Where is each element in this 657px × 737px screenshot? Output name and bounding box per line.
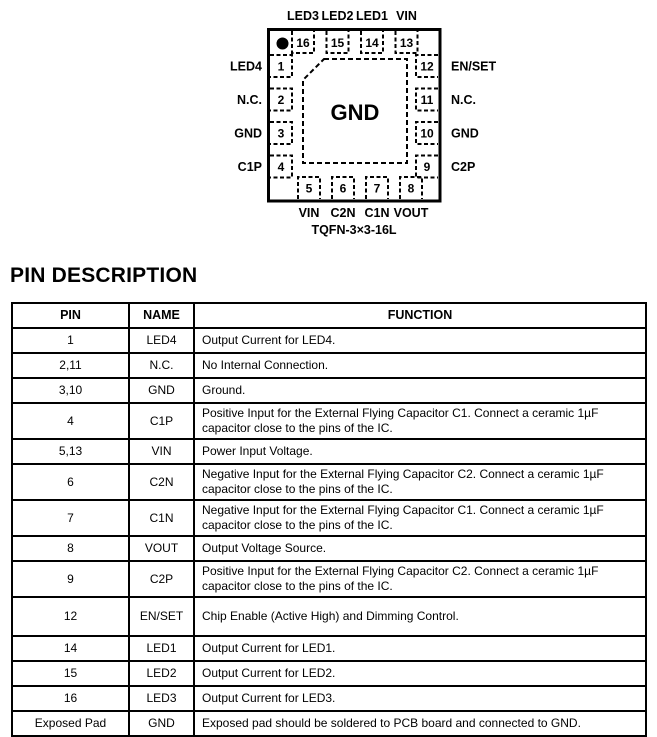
function-cell: Output Current for LED2.	[194, 661, 646, 686]
pin-cell: 14	[12, 636, 129, 661]
function-cell: Chip Enable (Active High) and Dimming Control.	[194, 597, 646, 636]
pin-cell: 6	[12, 464, 129, 500]
pin-number-15: 15	[330, 36, 345, 50]
header-pin: PIN	[12, 303, 129, 328]
name-cell: EN/SET	[129, 597, 194, 636]
pin-label-gnd-right: GND	[451, 126, 479, 141]
name-cell: N.C.	[129, 353, 194, 378]
pin-cell: 12	[12, 597, 129, 636]
pin-cell: 7	[12, 500, 129, 536]
pin-label-enset: EN/SET	[451, 59, 497, 74]
table-row	[12, 661, 646, 686]
pin-cell: 8	[12, 536, 129, 561]
pin-cell: 15	[12, 661, 129, 686]
pin-number-6: 6	[339, 181, 347, 196]
pin-label-c2n: C2N	[330, 206, 356, 220]
pin-number-1: 1	[277, 59, 285, 74]
pin-description-table	[11, 302, 647, 737]
pin-number-7: 7	[373, 181, 381, 196]
function-cell: Output Current for LED4.	[194, 328, 646, 353]
function-cell: Exposed pad should be soldered to PCB board and connected to GND.	[194, 711, 646, 736]
pin-label-gnd-left: GND	[234, 126, 262, 141]
pin-number-8: 8	[407, 181, 415, 196]
table-row	[12, 536, 646, 561]
pin-label-nc-left: N.C.	[237, 93, 262, 107]
pin-number-16: 16	[296, 36, 310, 50]
table-row	[12, 597, 646, 636]
function-cell: No Internal Connection.	[194, 353, 646, 378]
section-title: PIN DESCRIPTION	[10, 264, 198, 287]
table-row	[12, 561, 646, 597]
pin-number-4: 4	[277, 160, 285, 174]
pin1-indicator-dot	[277, 38, 289, 50]
function-cell: Positive Input for the External Flying Capacitor C2. Connect a ceramic 1µF capacitor close to the pins of the IC.	[194, 561, 646, 597]
table-row	[12, 500, 646, 536]
pin-cell: 4	[12, 403, 129, 439]
pin-cell: 16	[12, 686, 129, 711]
table-header-row	[12, 303, 646, 328]
pin-cell: 2,11	[12, 353, 129, 378]
function-cell: Output Current for LED3.	[194, 686, 646, 711]
pin-label-led1: LED1	[356, 9, 388, 23]
pin-label-led3: LED3	[287, 9, 319, 23]
name-cell: GND	[129, 378, 194, 403]
pin-label-vin-bottom: VIN	[298, 206, 320, 220]
table-row	[12, 328, 646, 353]
name-cell: VOUT	[129, 536, 194, 561]
pin-label-led2: LED2	[321, 9, 354, 23]
pin-label-vin-top: VIN	[396, 9, 417, 23]
pin-number-2: 2	[277, 93, 285, 107]
name-cell: C2N	[129, 464, 194, 500]
function-cell: Negative Input for the External Flying Capacitor C2. Connect a ceramic 1µF capacitor close to the pins of the IC.	[194, 464, 646, 500]
pin-number-3: 3	[277, 126, 285, 141]
pin-cell: Exposed Pad	[12, 711, 129, 736]
table-row	[12, 686, 646, 711]
package-name: TQFN-3×3-16L	[311, 223, 397, 237]
pin-label-c1p: C1P	[237, 160, 262, 174]
pin-number-12: 12	[420, 59, 434, 74]
pin-label-nc-right: N.C.	[451, 93, 476, 107]
function-cell: Positive Input for the External Flying Capacitor C1. Connect a ceramic 1µF capacitor close to the pins of the IC.	[194, 403, 646, 439]
pin-label-led4: LED4	[230, 59, 262, 74]
header-function: FUNCTION	[194, 303, 646, 328]
pin-cell: 5,13	[12, 439, 129, 464]
pin-number-14: 14	[365, 36, 379, 50]
header-name: NAME	[129, 303, 194, 328]
pin-number-13: 13	[399, 36, 414, 50]
pin-number-10: 10	[420, 126, 434, 141]
pin-label-c2p: C2P	[451, 160, 476, 174]
table-row	[12, 464, 646, 500]
function-cell: Power Input Voltage.	[194, 439, 646, 464]
name-cell: GND	[129, 711, 194, 736]
pin-label-c1n: C1N	[364, 206, 390, 220]
function-cell: Output Voltage Source.	[194, 536, 646, 561]
name-cell: LED4	[129, 328, 194, 353]
name-cell: C1P	[129, 403, 194, 439]
table-row	[12, 439, 646, 464]
function-cell: Negative Input for the External Flying Capacitor C1. Connect a ceramic 1µF capacitor close to the pins of the IC.	[194, 500, 646, 536]
pin-label-vout: VOUT	[393, 206, 429, 220]
pin-cell: 1	[12, 328, 129, 353]
name-cell: LED2	[129, 661, 194, 686]
exposed-pad-label: GND	[330, 100, 380, 125]
table-row	[12, 636, 646, 661]
name-cell: VIN	[129, 439, 194, 464]
table-row	[12, 403, 646, 439]
pin-number-5: 5	[305, 181, 313, 196]
pin-number-11: 11	[420, 93, 434, 107]
function-cell: Output Current for LED1.	[194, 636, 646, 661]
table-row	[12, 711, 646, 736]
table-row	[12, 378, 646, 403]
table-row	[12, 353, 646, 378]
name-cell: LED1	[129, 636, 194, 661]
pin-number-9: 9	[423, 160, 431, 174]
name-cell: C1N	[129, 500, 194, 536]
function-cell: Ground.	[194, 378, 646, 403]
package-pinout-diagram	[0, 0, 657, 248]
pin-cell: 3,10	[12, 378, 129, 403]
name-cell: LED3	[129, 686, 194, 711]
name-cell: C2P	[129, 561, 194, 597]
pin-cell: 9	[12, 561, 129, 597]
